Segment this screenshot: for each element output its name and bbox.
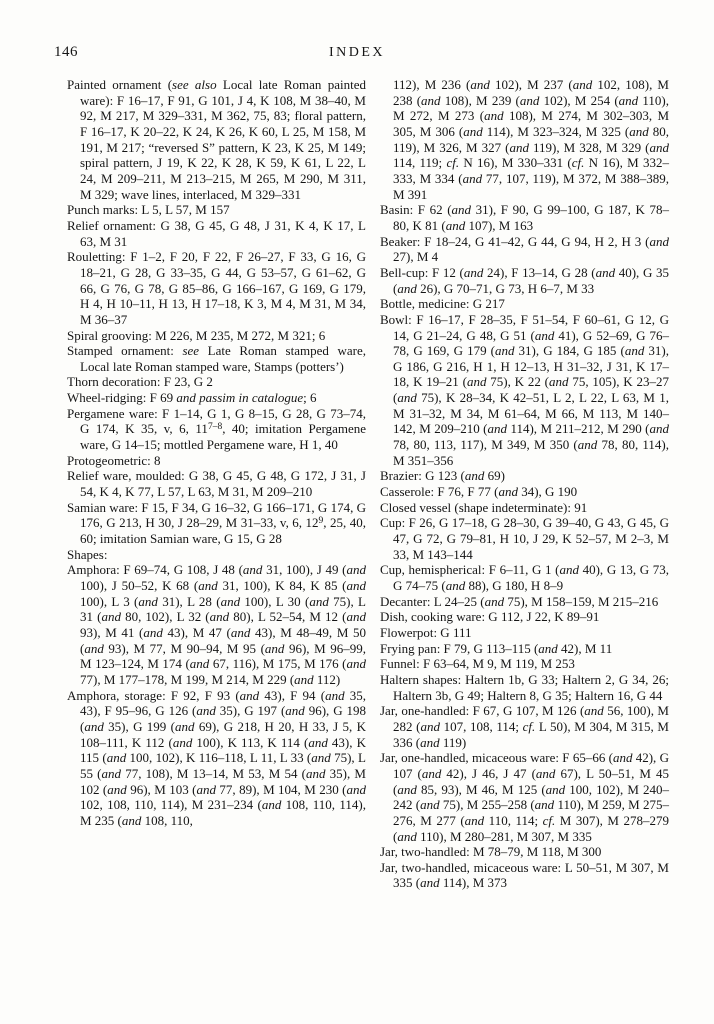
italic-text: and [346,781,366,797]
italic-text: and [509,139,529,155]
index-entry: Beaker: F 18–24, G 41–42, G 44, G 94, H 2, H 3 (and 27), M 4 [380,233,669,265]
italic-text: and [239,687,260,703]
italic-text: cf. [571,155,585,171]
italic-text: and [463,264,484,280]
index-entry: 112), M 236 (and 102), M 237 (and 102, 108), M 238 (and 108), M 239 (and 102), M 254 (and 110), M 272, M 273 (and 108), M 274, M 302–303, M 305, M 306 (and 114), M 323–324, M 325 (and 80, 119), M 326, M 327 (and 119), M 328, M 329 (and 114, 119; cf. N 16), M 330–331 (cf. N 16), M 332–333, M 334 (and 77, 107, 119), M 372, M 388–389, M 391 [393,77,670,202]
index-entry: Stamped ornament: see Late Roman stamped ware, Local late Roman stamped ware, Stamps (potters’) [67,343,366,374]
italic-text: and [305,765,326,781]
index-entry: Pergamene ware: F 1–14, G 1, G 8–15, G 28, G 73–74, G 174, K 35, v, 6, 11$^{7-8}$, 40; imitation Pergamene ware, G 14–15; mottled Pergamene ware, H 1, 40 [67,405,366,453]
index-column-left [67,77,367,829]
italic-text: and [535,765,556,781]
italic-text: and [346,609,366,625]
index-column-right [380,77,670,891]
index-entry: Thorn decoration: F 23, G 2 [67,374,213,390]
italic-text: and [420,734,440,750]
italic-text: and [538,640,558,656]
italic-text: and [487,421,507,437]
italic-text: and [311,750,331,766]
index-entry: Cup, hemispherical: F 6–11, G 1 (and 40), G 13, G 73, G 74–75 (and 88), G 180, H 8–9 [380,562,669,593]
index-entry: Decanter: L 24–25 (and 75), M 158–159, M 215–216 [380,593,659,609]
italic-text: and [498,484,518,500]
italic-text: and [397,390,417,406]
italic-text: and [294,671,314,687]
italic-text: and [484,593,505,609]
index-entry: Jar, one-handled, micaceous ware: F 65–66 (and 42), G 107 (and 42), J 46, J 47 (and 67), L 50–51, M 45 (and 85, 93), M 46, M 125 (and 100, 102), M 240–242 (and 75), M 255–258 (and 110), M 259, M 275–276, M 277 (and 110, 114; cf. M 307), M 278–279 (and 110), M 280–281, M 307, M 335 [380,750,669,844]
italic-text: and [325,687,345,703]
italic-text: and [397,828,417,844]
italic-text: and [174,718,195,734]
italic-text: and [577,437,598,453]
italic-text: and [121,812,142,828]
italic-text: and [101,609,121,625]
italic-text: and [308,734,328,750]
italic-text: and [559,562,579,578]
index-entry: Funnel: F 63–64, M 9, M 119, M 253 [380,656,575,672]
italic-text: and [534,327,555,343]
italic-text: and [421,92,441,108]
italic-text: cf. [522,718,536,734]
italic-text: and [209,609,230,625]
italic-text: and [230,624,251,640]
index-entry: Basin: F 62 (and 31), F 90, G 99–100, G 187, K 78–80, K 81 (and 107), M 163 [380,202,669,233]
index-entry: Rouletting: F 1–2, F 20, F 22, F 26–27, F 33, G 16, G 18–21, G 28, G 33–35, G 44, G 53–57, G 61–62, G 66, G 76, G 78, G 85–86, G 166–167, G 169, G 179, H 4, H 10–11, H 13, H 17–18, K 3, M 4, M 31, M 34, M 36–37 [67,249,366,327]
italic-text: and [519,92,540,108]
index-entry: Brazier: G 123 (and 69) [380,468,505,484]
italic-text: and [196,703,216,719]
italic-text: and [106,750,127,766]
italic-text: and [612,750,633,766]
italic-text: and [346,562,366,578]
index-entry: Jar, two-handled, micaceous ware: L 50–51, M 307, M 335 (and 114), M 373 [380,859,669,891]
italic-text: and [451,202,472,218]
italic-text: and [309,593,329,609]
index-entry: Punch marks: L 5, L 57, M 157 [67,202,230,218]
italic-text: and [189,656,210,672]
italic-text: and [397,280,417,296]
index-entry: Shapes: [67,546,108,562]
italic-text: and [534,797,555,813]
index-entry: Relief ware, moulded: G 38, G 45, G 48, G 172, J 31, J 54, K 4, K 77, L 57, L 63, M 31, M 209–210 [67,468,366,500]
index-entry: Amphora, storage: F 92, F 93 (and 43), F 94 (and 35, 43), F 95–96, G 126 (and 35), G 197 (and 96), G 198 (and 35), G 199 (and 69), G 218, H 20, H 33, J 5, K 108–111, K 112 (and 100), K 113, K 114 (and 43), K 115 (and 100, 102), K 116–118, L 11, L 33 (and 75), L 55 (and 77, 108), M 13–14, M 53, M 54 (and 35), M 102 (and 96), M 103 (and 77, 89), M 104, M 230 (and 102, 108, 110, 114), M 231–234 (and 108, 110, 114), M 235 (and 108, 110, [67,687,367,828]
index-entry: Protogeometric: 8 [67,452,161,468]
italic-text: and [84,640,104,656]
italic-text: and [549,374,569,390]
italic-text: and [464,812,485,828]
italic-text: and [172,734,193,750]
index-entry: Samian ware: F 15, F 34, G 16–32, G 166–171, G 174, G 176, G 213, H 30, J 28–29, M 31–33, v, 6, $12^9$, 25, 40, 60; imitation Samian ware, G 15, G 28 [67,499,366,547]
index-entry: Amphora: F 69–74, G 108, J 48 (and 31, 100), J 49 (and 100), J 50–52, K 68 (and 31, 100), K 84, K 85 (and 100), L 3 (and 31), L 28 (and 100), L 30 (and 75), L 31 (and 80, 102), L 32 (and 80), L 52–54, M 12 (and 93), M 41 (and 43), M 47 (and 43), M 48–49, M 50 (and 93), M 77, M 90–94, M 95 (and 96), M 96–99, M 123–124, M 174 (and 67, 116), M 175, M 176 (and 77), M 177–178, M 199, M 214, M 229 (and 112) [67,562,367,687]
italic-text: and [107,781,127,797]
index-entry: Relief ornament: G 38, G 45, G 48, J 31, K 4, K 17, L 63, M 31 [67,217,366,249]
italic-text: and [101,765,122,781]
index-entry: Wheel-ridging: F 69 and passim in catalogue; 6 [67,390,317,406]
italic-text: and [649,233,669,249]
page-title: INDEX [328,45,386,60]
index-entry: Closed vessel (shape indeterminate): 91 [380,499,588,515]
index-entry: Dish, cooking ware: G 112, J 22, K 89–91 [380,609,600,625]
italic-text: and [346,578,366,593]
italic-text: and [572,77,593,92]
italic-text: cf. [542,812,556,828]
index-entry: Bell-cup: F 12 (and 24), F 13–14, G 28 (and 40), G 35 (and 26), G 70–71, G 73, H 6–7, M 33 [380,264,669,296]
index-entry: Flowerpot: G 111 [380,624,472,640]
italic-text: and [84,718,104,734]
italic-text: and [484,108,504,124]
italic-text: and [462,170,483,186]
superscript-text: 9 [318,516,324,527]
italic-text: and [242,562,263,578]
italic-text: and [584,703,604,719]
italic-text: and [595,264,616,280]
index-entry: Casserole: F 76, F 77 (and 34), G 190 [380,484,578,500]
index-entry: Haltern shapes: Haltern 1b, G 33; Haltern 2, G 34, 26; Haltern 3b, G 49; Haltern 8, G 35; Haltern 16, G 44 [380,671,669,703]
index-entry: Jar, one-handled: F 67, G 107, M 126 (and 56, 100), M 282 (and 107, 108, 114; cf. L 50), M 304, M 315, M 336 (and 119) [380,703,669,750]
index-entry: Jar, two-handled: M 78–79, M 118, M 300 [380,844,602,860]
italic-text: and [445,217,466,233]
italic-text: and [397,781,417,797]
italic-text: and [196,781,216,797]
index-entry: Frying pan: F 79, G 113–115 (and 42), M 11 [380,640,613,656]
italic-text: and [494,343,515,359]
index-entry: Spiral grooving: M 226, M 235, M 272, M 321; 6 [67,327,326,343]
index-entry: Painted ornament (see also Local late Roman painted ware): F 16–17, F 91, G 101, J 4, K 108, M 38–40, M 92, M 217, M 329–331, M 362, 75, 83; floral pattern, F 16–17, K 20–22, K 24, K 26, K 60, L 25, M 158, M 191, M 217; “reversed S” pattern, K 23, K 25, M 149; spiral pattern, J 19, K 22, K 28, K 59, K 61, L 22, L 24, M 209–211, M 213–215, M 265, M 290, M 311, M 329; wave lines, interlaced, M 329–331 [67,77,366,202]
italic-text: and [629,123,649,139]
index-entry: Bottle, medicine: G 217 [380,296,505,312]
italic-text: and [649,421,670,437]
italic-text: see [182,343,200,359]
italic-text: and [624,343,645,359]
italic-text: and [421,765,442,781]
italic-text: and [198,578,218,593]
italic-text: and [420,718,440,734]
italic-text: and [649,139,669,155]
italic-text: and [545,781,566,797]
italic-text: and [285,703,305,719]
italic-text: and [470,77,490,92]
italic-text: and [466,374,487,390]
italic-text: and [264,640,285,656]
italic-text: and [138,593,158,609]
italic-text: and [463,123,483,139]
italic-text: and [618,92,639,108]
italic-text: and [261,797,282,813]
italic-text: and [420,797,440,813]
index-entry: Cup: F 26, G 17–18, G 28–30, G 39–40, G 43, G 45, G 47, G 72, G 79–81, H 10, J 29, K 52–57, M 2–3, M 33, M 143–144 [380,515,669,562]
page-number: 146 [54,44,78,60]
superscript-text: 7–8 [207,422,223,433]
italic-text: and [445,578,466,593]
italic-text: cf. [446,155,460,171]
italic-text: and [420,875,440,891]
italic-text: and [464,468,485,484]
italic-text: and passim in catalogue [176,390,304,406]
italic-text: see also [172,77,217,92]
index-entry: Bowl: F 16–17, F 28–35, F 51–54, F 60–61, G 12, G 14, G 21–24, G 48, G 51 (and 41), G 52–69, G 76–78, G 169, G 179 (and 31), G 184, G 185 (and 31), G 186, G 216, H 1, H 12–13, H 31–32, J 31, K 17–18, K 19–21 (and 75), K 22 (and 75, 105), K 23–27 (and 75), K 28–34, K 42–51, L 2, L 22, L 63, M 1, M 31–32, M 34, M 61–64, M 66, M 113, M 140–142, M 209–210 (and 114), M 211–212, M 290 (and 78, 80, 113, 117), M 349, M 350 (and 78, 80, 114), M 351–356 [380,311,670,468]
italic-text: and [143,624,163,640]
italic-text: and [346,656,366,672]
italic-text: and [220,593,241,609]
